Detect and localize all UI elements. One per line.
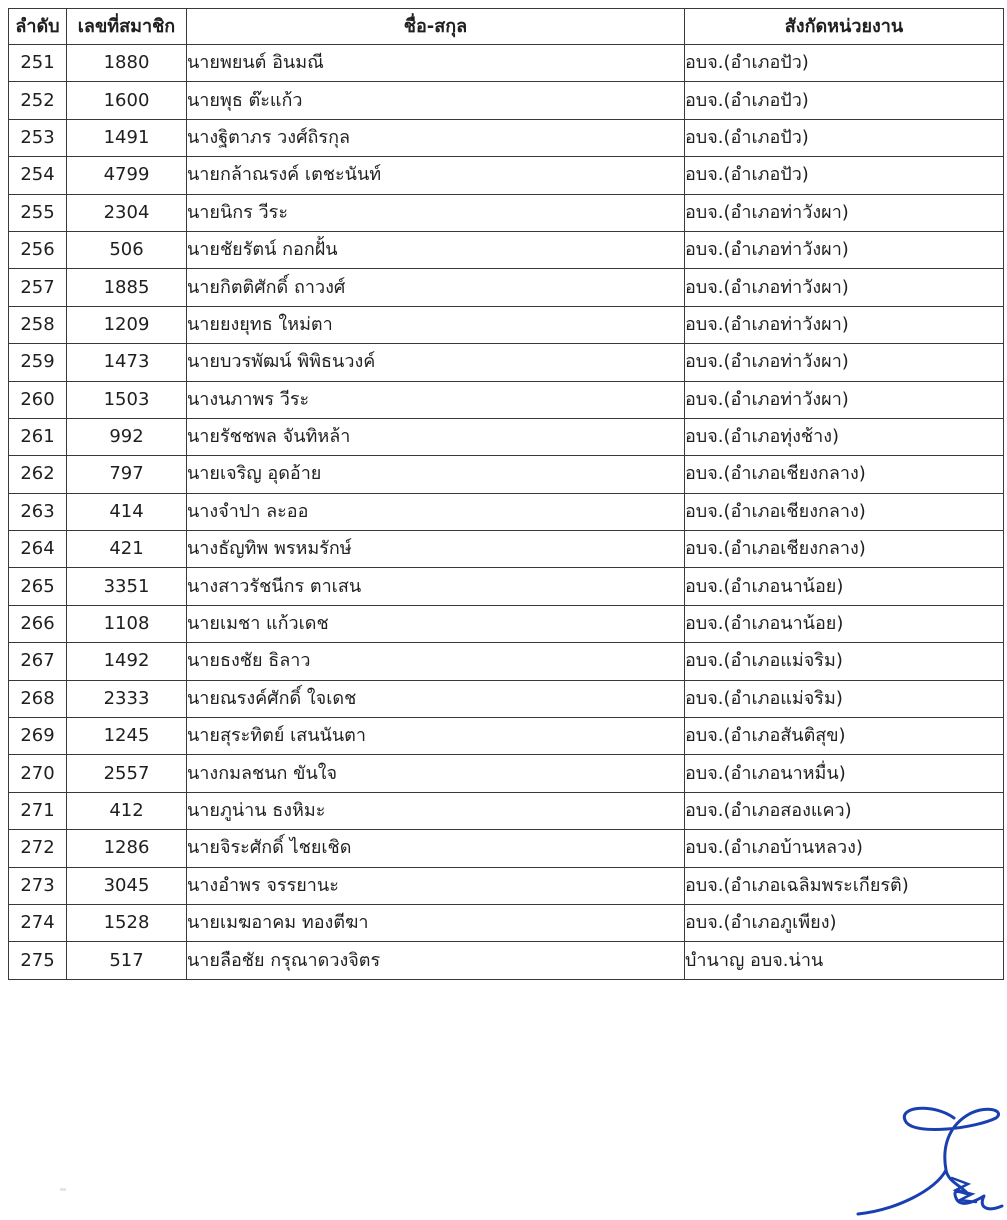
cell-unit: อบจ.(อำเภอทุ่งช้าง) [685, 418, 1004, 455]
cell-no: 259 [9, 344, 67, 381]
cell-name: นายยงยุทธ ใหม่ตา [187, 306, 685, 343]
cell-name: นายรัชชพล จันทิหล้า [187, 418, 685, 455]
cell-name: นายพุธ ต๊ะแก้ว [187, 82, 685, 119]
table-row [9, 45, 1004, 82]
table-row [9, 643, 1004, 680]
cell-unit: อบจ.(อำเภอเชียงกลาง) [685, 456, 1004, 493]
cell-unit: อบจ.(อำเภอนาหมื่น) [685, 755, 1004, 792]
cell-no: 264 [9, 531, 67, 568]
cell-unit: อบจ.(อำเภอท่าวังผา) [685, 306, 1004, 343]
cell-unit: อบจ.(อำเภอท่าวังผา) [685, 381, 1004, 418]
header-unit: สังกัดหน่วยงาน [685, 9, 1004, 45]
table-row [9, 830, 1004, 867]
cell-unit: อบจ.(อำเภอเชียงกลาง) [685, 531, 1004, 568]
header-row [9, 9, 1004, 45]
cell-name: นางนภาพร วีระ [187, 381, 685, 418]
cell-member-id: 1880 [67, 45, 187, 82]
cell-no: 273 [9, 867, 67, 904]
cell-member-id: 992 [67, 418, 187, 455]
cell-name: นายชัยรัตน์ กอกฝั้น [187, 231, 685, 268]
table-row [9, 792, 1004, 829]
cell-unit: อบจ.(อำเภอท่าวังผา) [685, 231, 1004, 268]
cell-member-id: 1491 [67, 119, 187, 156]
cell-member-id: 506 [67, 231, 187, 268]
table-row [9, 605, 1004, 642]
cell-member-id: 421 [67, 531, 187, 568]
scan-speck [60, 1188, 66, 1191]
cell-name: นายเจริญ อุดอ้าย [187, 456, 685, 493]
cell-name: นายนิกร วีระ [187, 194, 685, 231]
table-row [9, 904, 1004, 941]
cell-no: 258 [9, 306, 67, 343]
table-row [9, 531, 1004, 568]
cell-name: นางกมลชนก ขันใจ [187, 755, 685, 792]
cell-member-id: 1600 [67, 82, 187, 119]
cell-name: นายพยนต์ อินมณี [187, 45, 685, 82]
table-row [9, 306, 1004, 343]
cell-unit: อบจ.(อำเภอเชียงกลาง) [685, 493, 1004, 530]
cell-no: 261 [9, 418, 67, 455]
cell-member-id: 797 [67, 456, 187, 493]
cell-no: 267 [9, 643, 67, 680]
cell-no: 254 [9, 157, 67, 194]
cell-no: 269 [9, 718, 67, 755]
cell-member-id: 1473 [67, 344, 187, 381]
cell-no: 272 [9, 830, 67, 867]
table-row [9, 493, 1004, 530]
member-table [8, 8, 1004, 980]
header-member-id: เลขที่สมาชิก [67, 9, 187, 45]
cell-member-id: 3351 [67, 568, 187, 605]
table-row [9, 942, 1004, 979]
header-name: ชื่อ-สกุล [187, 9, 685, 45]
cell-name: นางฐิตาภร วงศ์ถิรกุล [187, 119, 685, 156]
cell-member-id: 4799 [67, 157, 187, 194]
cell-member-id: 1528 [67, 904, 187, 941]
table-row [9, 680, 1004, 717]
cell-no: 256 [9, 231, 67, 268]
cell-member-id: 414 [67, 493, 187, 530]
cell-no: 257 [9, 269, 67, 306]
table-row [9, 231, 1004, 268]
cell-unit: บำนาญ อบจ.น่าน [685, 942, 1004, 979]
cell-unit: อบจ.(อำเภอท่าวังผา) [685, 194, 1004, 231]
cell-unit: อบจ.(อำเภอสันติสุข) [685, 718, 1004, 755]
table-row [9, 456, 1004, 493]
table-row [9, 269, 1004, 306]
cell-name: นายกิตติศักดิ์ ถาวงศ์ [187, 269, 685, 306]
cell-name: นายกล้าณรงค์ เตชะนันท์ [187, 157, 685, 194]
cell-unit: อบจ.(อำเภอปัว) [685, 45, 1004, 82]
cell-member-id: 1492 [67, 643, 187, 680]
member-table-body [9, 45, 1004, 980]
table-row [9, 867, 1004, 904]
cell-unit: อบจ.(อำเภอท่าวังผา) [685, 269, 1004, 306]
table-row [9, 119, 1004, 156]
cell-no: 262 [9, 456, 67, 493]
table-row [9, 82, 1004, 119]
cell-member-id: 2304 [67, 194, 187, 231]
table-row [9, 718, 1004, 755]
cell-member-id: 1245 [67, 718, 187, 755]
cell-member-id: 3045 [67, 867, 187, 904]
cell-no: 275 [9, 942, 67, 979]
table-row [9, 194, 1004, 231]
cell-unit: อบจ.(อำเภอปัว) [685, 82, 1004, 119]
cell-member-id: 1209 [67, 306, 187, 343]
cell-name: นายเมชา แก้วเดช [187, 605, 685, 642]
cell-member-id: 1503 [67, 381, 187, 418]
cell-unit: อบจ.(อำเภอท่าวังผา) [685, 344, 1004, 381]
cell-unit: อบจ.(อำเภอบ้านหลวง) [685, 830, 1004, 867]
table-row [9, 157, 1004, 194]
cell-no: 265 [9, 568, 67, 605]
cell-name: นายจิระศักดิ์ ไชยเชิด [187, 830, 685, 867]
cell-unit: อบจ.(อำเภอปัว) [685, 119, 1004, 156]
cell-name: นางอำพร จรรยานะ [187, 867, 685, 904]
cell-unit: อบจ.(อำเภอภูเพียง) [685, 904, 1004, 941]
cell-no: 255 [9, 194, 67, 231]
signature-icon [856, 1098, 1006, 1216]
cell-name: นางธัญทิพ พรหมรักษ์ [187, 531, 685, 568]
cell-no: 252 [9, 82, 67, 119]
cell-member-id: 2557 [67, 755, 187, 792]
cell-name: นายบวรพัฒน์ พิพิธนวงค์ [187, 344, 685, 381]
cell-name: นางสาวรัชนีกร ตาเสน [187, 568, 685, 605]
table-row [9, 418, 1004, 455]
cell-name: นายธงชัย ธิลาว [187, 643, 685, 680]
cell-no: 260 [9, 381, 67, 418]
table-row [9, 755, 1004, 792]
cell-member-id: 2333 [67, 680, 187, 717]
cell-no: 263 [9, 493, 67, 530]
cell-member-id: 1286 [67, 830, 187, 867]
cell-member-id: 412 [67, 792, 187, 829]
cell-member-id: 1108 [67, 605, 187, 642]
cell-name: นายลือชัย กรุณาดวงจิตร [187, 942, 685, 979]
cell-member-id: 517 [67, 942, 187, 979]
cell-unit: อบจ.(อำเภอนาน้อย) [685, 568, 1004, 605]
cell-member-id: 1885 [67, 269, 187, 306]
cell-no: 251 [9, 45, 67, 82]
cell-unit: อบจ.(อำเภอปัว) [685, 157, 1004, 194]
cell-no: 268 [9, 680, 67, 717]
cell-no: 266 [9, 605, 67, 642]
table-row [9, 568, 1004, 605]
cell-unit: อบจ.(อำเภอแม่จริม) [685, 643, 1004, 680]
cell-unit: อบจ.(อำเภอเฉลิมพระเกียรติ) [685, 867, 1004, 904]
cell-no: 253 [9, 119, 67, 156]
table-row [9, 344, 1004, 381]
cell-no: 271 [9, 792, 67, 829]
header-no: ลำดับ [9, 9, 67, 45]
cell-no: 270 [9, 755, 67, 792]
cell-unit: อบจ.(อำเภอนาน้อย) [685, 605, 1004, 642]
cell-name: นางจำปา ละออ [187, 493, 685, 530]
member-table-header [9, 9, 1004, 45]
cell-unit: อบจ.(อำเภอสองแคว) [685, 792, 1004, 829]
cell-name: นายสุระทิตย์ เสนนันตา [187, 718, 685, 755]
cell-no: 274 [9, 904, 67, 941]
cell-unit: อบจ.(อำเภอแม่จริม) [685, 680, 1004, 717]
cell-name: นายเมฆอาคม ทองตีฆา [187, 904, 685, 941]
table-row [9, 381, 1004, 418]
cell-name: นายณรงค์ศักดิ์ ใจเดช [187, 680, 685, 717]
cell-name: นายภูน่าน ธงหิมะ [187, 792, 685, 829]
